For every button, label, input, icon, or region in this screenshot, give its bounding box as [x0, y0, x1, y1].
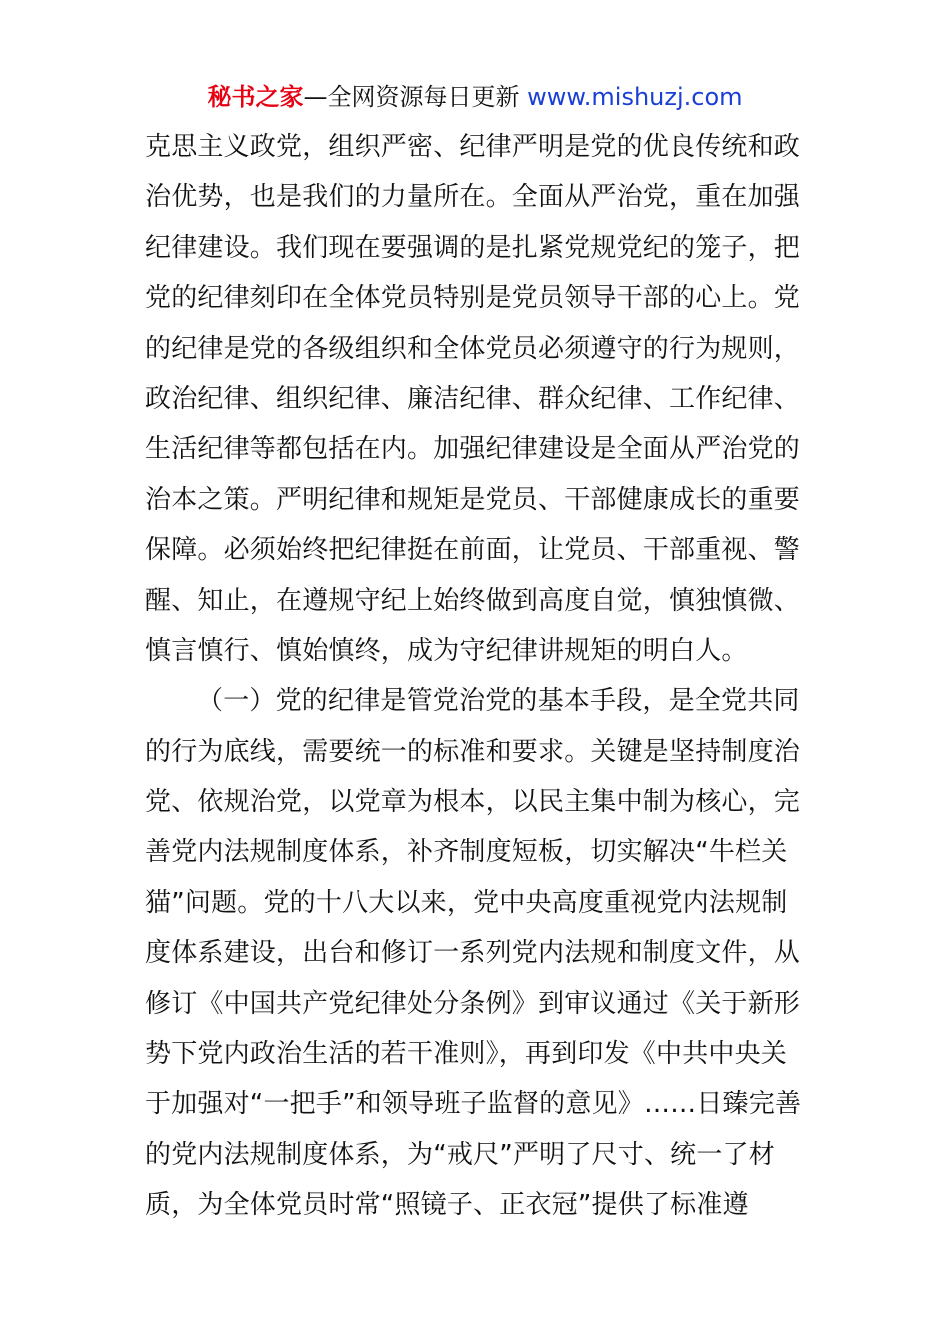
text-line: 的党内法规制度体系，为“戒尺”严明了尺寸、统一了材: [145, 1139, 775, 1170]
text-line: 生活纪律等都包括在内。加强纪律建设是全面从严治党的: [145, 434, 801, 465]
text-line: 质，为全体党员时常“照镜子、正衣冠”提供了标准遵: [145, 1190, 749, 1221]
site-url-link[interactable]: www.mishuzj.com: [527, 83, 743, 111]
text-line: 醒、知止，在遵规守纪上始终做到高度自觉，慎独慎微、: [145, 585, 801, 616]
text-line: 于加强对“一把手”和领导班子监督的意见》……日臻完善: [145, 1089, 802, 1120]
site-tagline: —全网资源每日更新: [303, 83, 520, 111]
text-line: 善党内法规制度体系，补齐制度短板，切实解决“牛栏关: [145, 837, 788, 868]
text-line: 治优势，也是我们的力量所在。全面从严治党，重在加强: [145, 182, 801, 213]
text-line: 政治纪律、组织纪律、廉洁纪律、群众纪律、工作纪律、: [145, 383, 801, 414]
text-line: 的行为底线，需要统一的标准和要求。关键是坚持制度治: [145, 736, 801, 767]
text-line: 党的纪律刻印在全体党员特别是党员领导干部的心上。党: [145, 283, 801, 314]
text-line: 度体系建设，出台和修订一系列党内法规和制度文件，从: [145, 938, 801, 969]
text-line: 势下党内政治生活的若干准则》，再到印发《中共中央关: [145, 1039, 788, 1070]
text-line: 猫”问题。党的十八大以来，党中央高度重视党内法规制: [145, 887, 788, 918]
document-body: [145, 122, 810, 1231]
paragraph-start-line: （一）党的纪律是管党治党的基本手段，是全党共同: [197, 686, 800, 717]
site-brand: 秘书之家: [207, 83, 304, 111]
text-line: 党、依规治党，以党章为根本，以民主集中制为核心，完: [145, 787, 801, 818]
site-header: [0, 80, 950, 114]
text-line: 保障。必须始终把纪律挺在前面，让党员、干部重视、警: [145, 535, 801, 566]
text-line: 修订《中国共产党纪律处分条例》到审议通过《关于新形: [145, 988, 801, 1019]
text-line: 治本之策。严明纪律和规矩是党员、干部健康成长的重要: [145, 484, 801, 515]
text-line: 克思主义政党，组织严密、纪律严明是党的优良传统和政: [145, 132, 801, 162]
text-line: 慎言慎行、慎始慎终，成为守纪律讲规矩的明白人。: [145, 635, 748, 666]
text-line: 纪律建设。我们现在要强调的是扎紧党规党纪的笼子，把: [145, 232, 801, 263]
text-line: 的纪律是党的各级组织和全体党员必须遵守的行为规则，: [145, 333, 801, 364]
